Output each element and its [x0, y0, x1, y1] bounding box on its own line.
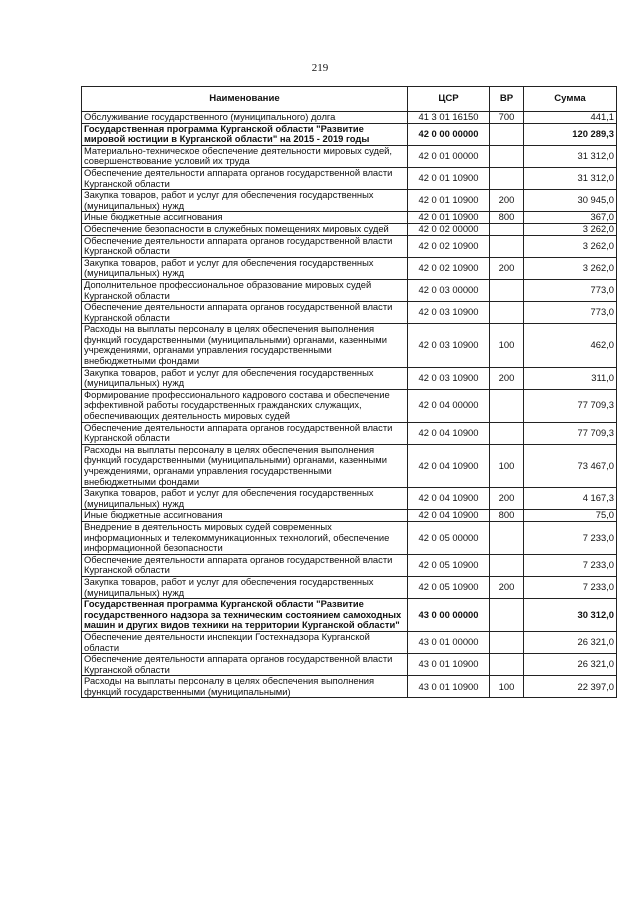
table-row [82, 389, 617, 422]
row-sum-cell: 311,0 [524, 367, 617, 389]
row-vr-cell [490, 167, 524, 189]
table-row [82, 676, 617, 698]
table-row [82, 422, 617, 444]
table-row [82, 302, 617, 324]
row-name-cell: Иные бюджетные ассигнования [82, 510, 408, 522]
table-row [82, 123, 617, 145]
row-name-cell: Расходы на выплаты персоналу в целях обеспечения выполнения функций государственными (муниципальными) органами, казенными учреждениями, органами управления государственными внебюджетными фондами [82, 444, 408, 487]
row-code-cell: 42 0 05 10900 [408, 554, 490, 576]
row-vr-cell: 200 [490, 190, 524, 212]
row-name-cell: Материально-техническое обеспечение деятельности мировых судей, совершенствование условий их труда [82, 145, 408, 167]
row-sum-cell: 3 262,0 [524, 235, 617, 257]
row-code-cell: 42 0 04 10900 [408, 510, 490, 522]
table-row [82, 444, 617, 487]
row-name-cell: Обеспечение деятельности инспекции Гостехнадзора Курганской области [82, 631, 408, 653]
row-sum-cell: 26 321,0 [524, 631, 617, 653]
row-name-cell: Государственная программа Курганской области "Развитие мировой юстиции в Курганской области" на 2015 - 2019 годы [82, 123, 408, 145]
row-name-cell: Иные бюджетные ассигнования [82, 212, 408, 224]
row-sum-cell: 4 167,3 [524, 488, 617, 510]
row-name-cell: Расходы на выплаты персоналу в целях обеспечения выполнения функций государственными (муниципальными) органами, казенными учреждениями, органами управления государственными внебюджетными фондами [82, 324, 408, 367]
row-vr-cell: 100 [490, 444, 524, 487]
row-name-cell: Закупка товаров, работ и услуг для обеспечения государственных (муниципальных) нужд [82, 576, 408, 598]
row-sum-cell: 22 397,0 [524, 676, 617, 698]
row-vr-cell: 800 [490, 212, 524, 224]
row-name-cell: Закупка товаров, работ и услуг для обеспечения государственных (муниципальных) нужд [82, 367, 408, 389]
table-row [82, 324, 617, 367]
row-sum-cell: 7 233,0 [524, 521, 617, 554]
row-code-cell: 42 0 03 00000 [408, 279, 490, 301]
row-sum-cell: 3 262,0 [524, 257, 617, 279]
column-header-code: ЦСР [408, 87, 490, 112]
row-name-cell: Формирование профессионального кадрового состава и обеспечение эффективной работы государственных гражданских служащих, обеспечивающих деятельность мировых судей [82, 389, 408, 422]
row-sum-cell: 30 945,0 [524, 190, 617, 212]
row-sum-cell: 77 709,3 [524, 389, 617, 422]
row-name-cell: Обеспечение деятельности аппарата органов государственной власти Курганской области [82, 167, 408, 189]
row-sum-cell: 26 321,0 [524, 654, 617, 676]
table-row [82, 488, 617, 510]
row-code-cell: 43 0 01 00000 [408, 631, 490, 653]
table-row [82, 554, 617, 576]
row-code-cell: 43 0 01 10900 [408, 676, 490, 698]
row-name-cell: Обеспечение деятельности аппарата органов государственной власти Курганской области [82, 654, 408, 676]
table-row [82, 367, 617, 389]
table-row [82, 145, 617, 167]
column-header-vr: ВР [490, 87, 524, 112]
row-code-cell: 42 0 05 00000 [408, 521, 490, 554]
row-code-cell: 42 0 04 10900 [408, 444, 490, 487]
row-sum-cell: 30 312,0 [524, 599, 617, 632]
table-row [82, 599, 617, 632]
row-vr-cell [490, 389, 524, 422]
table-row [82, 576, 617, 598]
row-vr-cell: 700 [490, 112, 524, 124]
row-name-cell: Внедрение в деятельность мировых судей современных информационных и телекоммуникационных технологий, обеспечение информационной безопасности [82, 521, 408, 554]
row-vr-cell [490, 422, 524, 444]
row-sum-cell: 441,1 [524, 112, 617, 124]
row-code-cell: 42 0 03 10900 [408, 367, 490, 389]
row-code-cell: 42 0 01 10900 [408, 190, 490, 212]
row-name-cell: Обеспечение деятельности аппарата органов государственной власти Курганской области [82, 554, 408, 576]
row-vr-cell: 200 [490, 576, 524, 598]
table-row [82, 223, 617, 235]
row-code-cell: 42 0 03 10900 [408, 324, 490, 367]
table-header-row [82, 87, 617, 112]
row-code-cell: 42 0 02 10900 [408, 257, 490, 279]
row-sum-cell: 31 312,0 [524, 167, 617, 189]
row-code-cell: 43 0 00 00000 [408, 599, 490, 632]
column-header-name: Наименование [82, 87, 408, 112]
table-row [82, 521, 617, 554]
table-row [82, 167, 617, 189]
table-body [82, 112, 617, 698]
table-row [82, 235, 617, 257]
table-row [82, 631, 617, 653]
row-vr-cell [490, 145, 524, 167]
row-code-cell: 42 0 04 10900 [408, 422, 490, 444]
table-row [82, 279, 617, 301]
row-name-cell: Расходы на выплаты персоналу в целях обеспечения выполнения функций государственными (муниципальными) [82, 676, 408, 698]
row-vr-cell: 200 [490, 488, 524, 510]
row-code-cell: 42 0 02 00000 [408, 223, 490, 235]
row-vr-cell [490, 235, 524, 257]
row-vr-cell [490, 521, 524, 554]
row-vr-cell: 200 [490, 257, 524, 279]
column-header-sum: Сумма [524, 87, 617, 112]
row-code-cell: 42 0 04 00000 [408, 389, 490, 422]
row-code-cell: 42 0 01 00000 [408, 145, 490, 167]
table-row [82, 654, 617, 676]
row-code-cell: 42 0 00 00000 [408, 123, 490, 145]
row-name-cell: Закупка товаров, работ и услуг для обеспечения государственных (муниципальных) нужд [82, 190, 408, 212]
row-name-cell: Обеспечение безопасности в служебных помещениях мировых судей [82, 223, 408, 235]
row-name-cell: Обеспечение деятельности аппарата органов государственной власти Курганской области [82, 302, 408, 324]
row-vr-cell [490, 654, 524, 676]
row-name-cell: Государственная программа Курганской области "Развитие государственного надзора за техническим состоянием самоходных машин и других видов техники на территории Курганской области" [82, 599, 408, 632]
row-name-cell: Обеспечение деятельности аппарата органов государственной власти Курганской области [82, 235, 408, 257]
row-sum-cell: 75,0 [524, 510, 617, 522]
row-sum-cell: 31 312,0 [524, 145, 617, 167]
row-code-cell: 41 3 01 16150 [408, 112, 490, 124]
row-vr-cell: 800 [490, 510, 524, 522]
row-code-cell: 42 0 05 10900 [408, 576, 490, 598]
row-code-cell: 42 0 01 10900 [408, 167, 490, 189]
row-vr-cell: 200 [490, 367, 524, 389]
row-vr-cell: 100 [490, 324, 524, 367]
row-sum-cell: 367,0 [524, 212, 617, 224]
row-sum-cell: 77 709,3 [524, 422, 617, 444]
row-vr-cell [490, 279, 524, 301]
row-name-cell: Закупка товаров, работ и услуг для обеспечения государственных (муниципальных) нужд [82, 257, 408, 279]
row-sum-cell: 3 262,0 [524, 223, 617, 235]
row-vr-cell [490, 599, 524, 632]
row-sum-cell: 7 233,0 [524, 554, 617, 576]
budget-table [81, 86, 617, 698]
row-sum-cell: 120 289,3 [524, 123, 617, 145]
row-sum-cell: 7 233,0 [524, 576, 617, 598]
row-vr-cell [490, 223, 524, 235]
row-code-cell: 43 0 01 10900 [408, 654, 490, 676]
row-vr-cell [490, 123, 524, 145]
row-code-cell: 42 0 03 10900 [408, 302, 490, 324]
row-sum-cell: 462,0 [524, 324, 617, 367]
row-code-cell: 42 0 02 10900 [408, 235, 490, 257]
row-name-cell: Обеспечение деятельности аппарата органов государственной власти Курганской области [82, 422, 408, 444]
row-name-cell: Дополнительное профессиональное образование мировых судей Курганской области [82, 279, 408, 301]
row-sum-cell: 73 467,0 [524, 444, 617, 487]
row-code-cell: 42 0 04 10900 [408, 488, 490, 510]
table-row [82, 212, 617, 224]
table-row [82, 510, 617, 522]
table-row [82, 257, 617, 279]
row-sum-cell: 773,0 [524, 279, 617, 301]
row-name-cell: Обслуживание государственного (муниципального) долга [82, 112, 408, 124]
table-row [82, 190, 617, 212]
row-sum-cell: 773,0 [524, 302, 617, 324]
row-vr-cell: 100 [490, 676, 524, 698]
row-vr-cell [490, 554, 524, 576]
row-code-cell: 42 0 01 10900 [408, 212, 490, 224]
row-name-cell: Закупка товаров, работ и услуг для обеспечения государственных (муниципальных) нужд [82, 488, 408, 510]
table-row [82, 112, 617, 124]
row-vr-cell [490, 631, 524, 653]
row-vr-cell [490, 302, 524, 324]
page-number: 219 [311, 62, 329, 74]
